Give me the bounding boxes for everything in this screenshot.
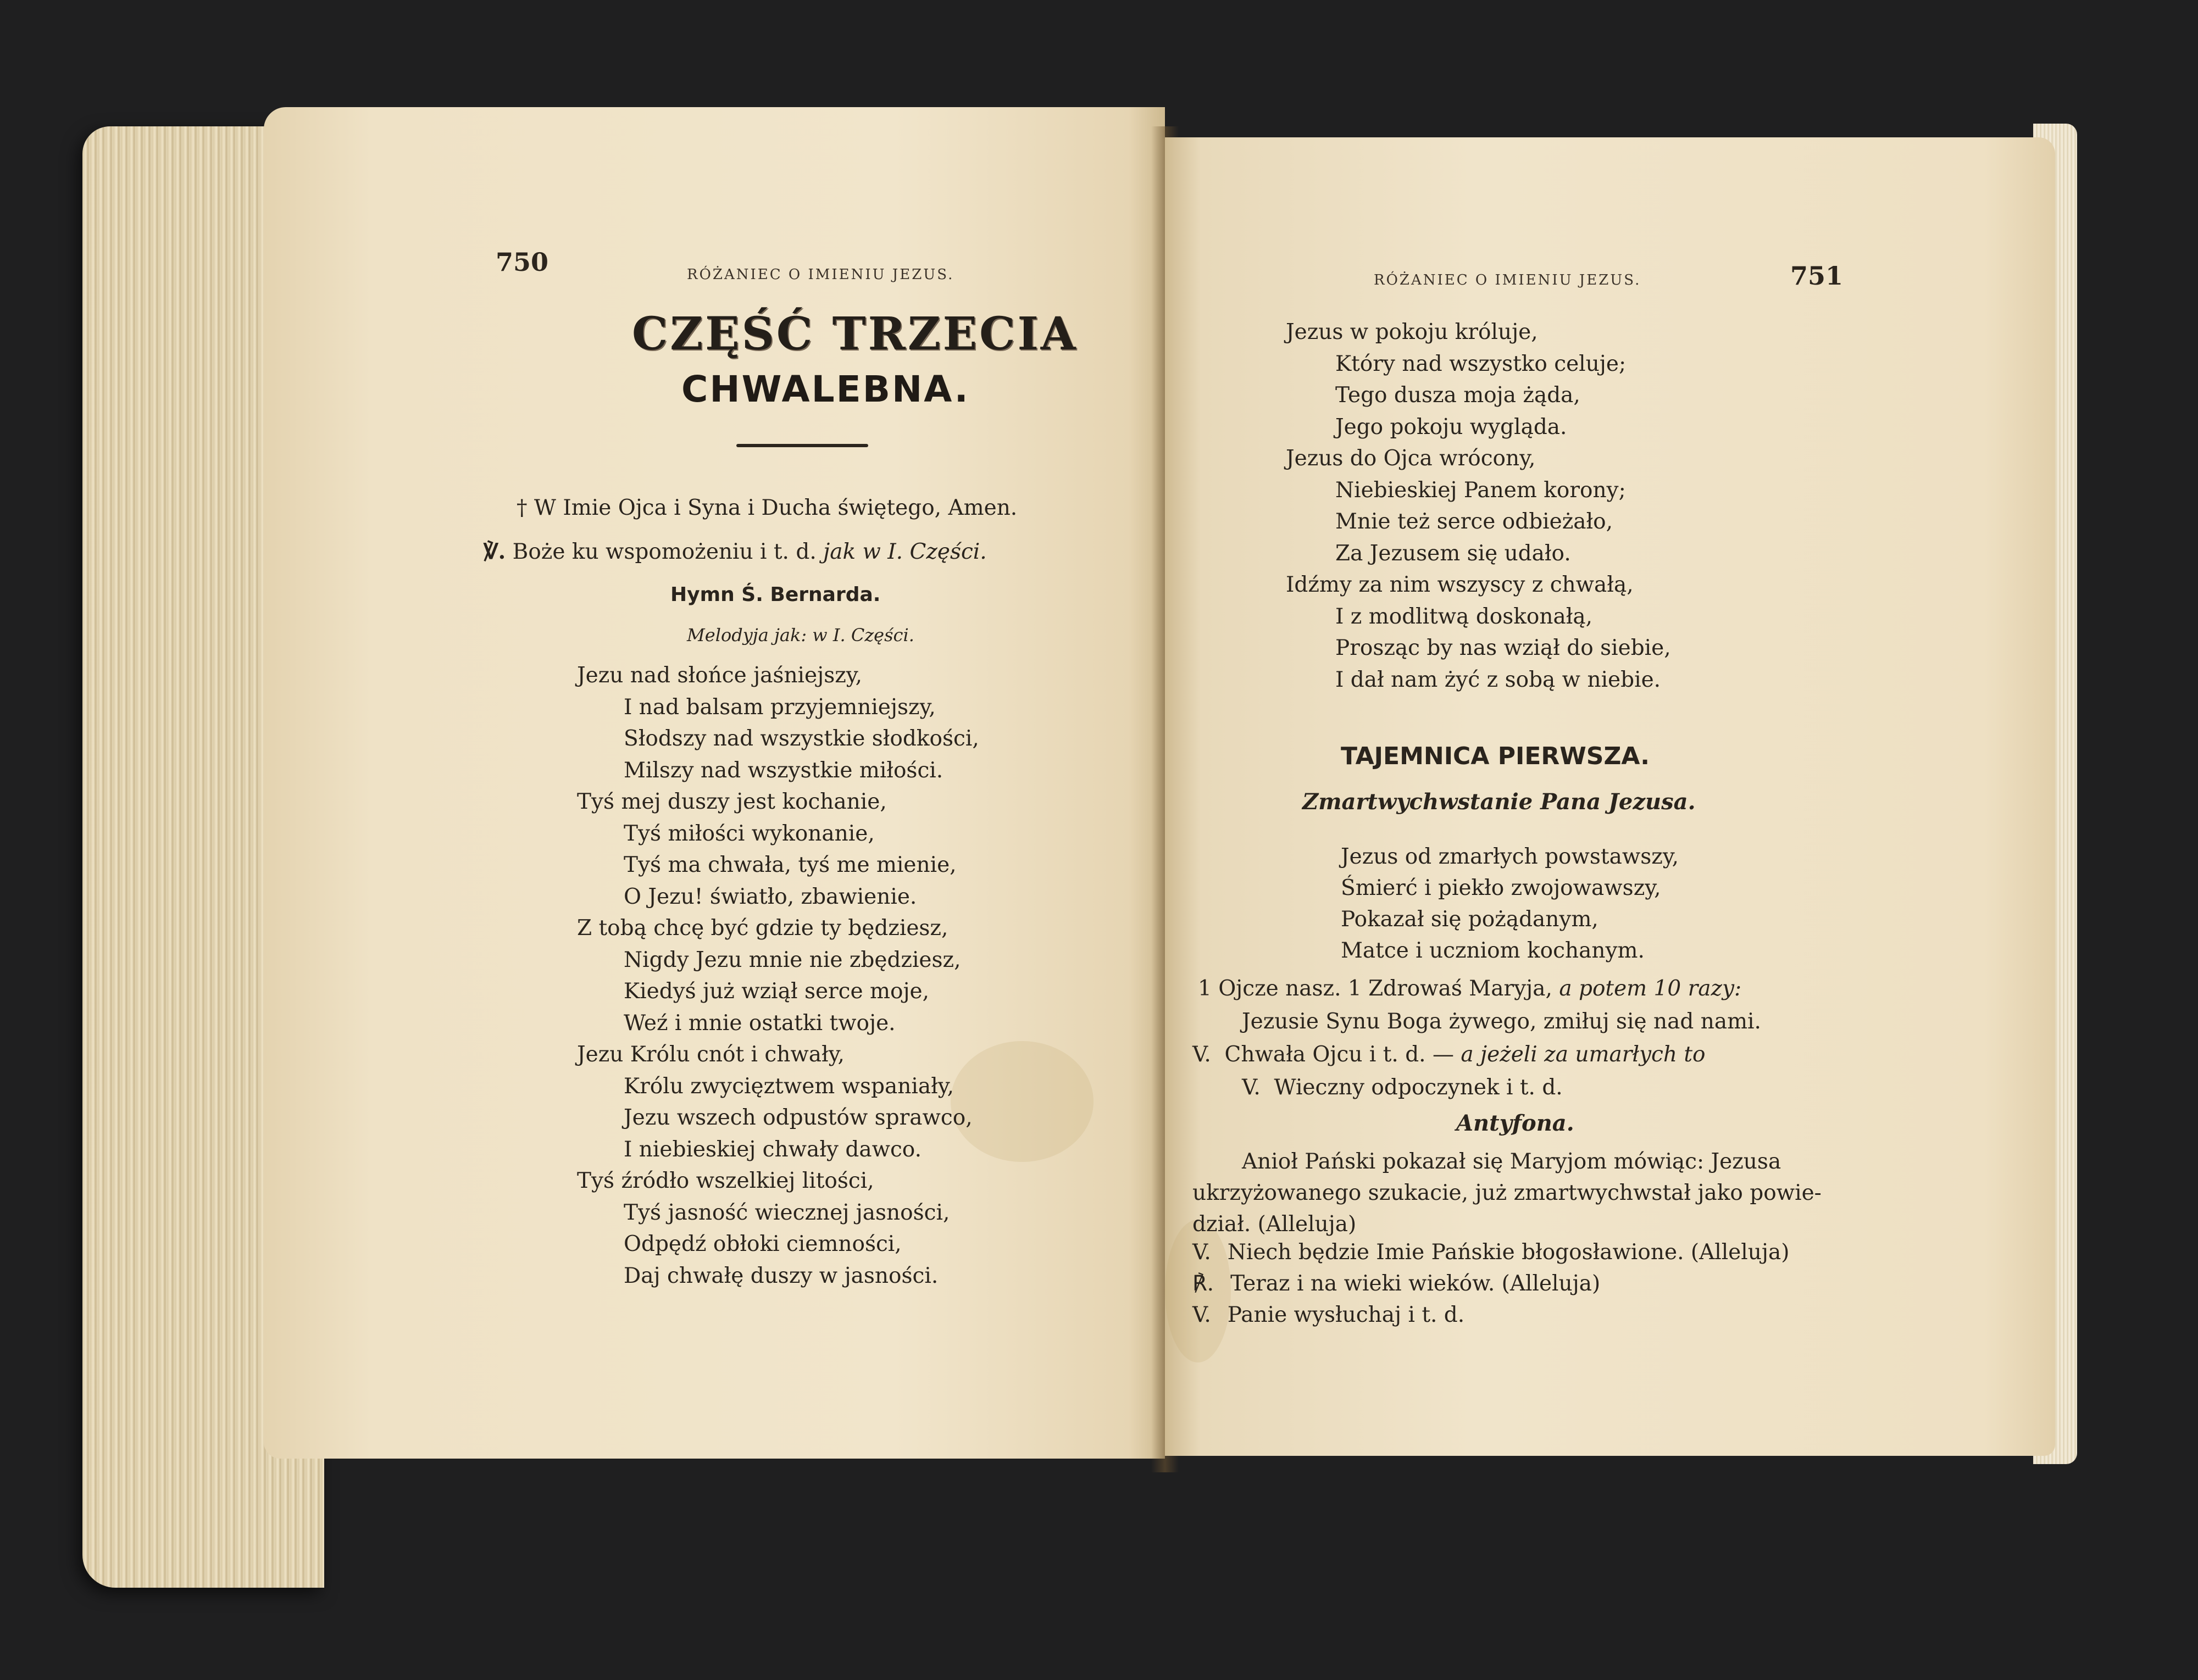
hymn-line: Królu zwycięztwem wspaniały, xyxy=(624,1073,954,1099)
response-sign: V. xyxy=(1192,1240,1211,1265)
hymn-line: Tyś miłości wykonanie, xyxy=(624,821,875,846)
response-text: Niech będzie Imie Pańskie błogosławione. (Alleluja) xyxy=(1227,1240,1790,1265)
running-header: RÓŻANIEC O IMIENIU JEZUS. xyxy=(1374,272,1641,288)
response-sign: V. xyxy=(1192,1303,1211,1327)
versicle-line xyxy=(1192,1044,1706,1065)
hymn-line: I nad balsam przyjemniejszy, xyxy=(624,694,936,720)
response-text: Teraz i na wieki wieków. (Alleluja) xyxy=(1230,1271,1601,1296)
versicle-sign: V. xyxy=(1192,1042,1211,1067)
hymn-line: Mnie też serce odbieżało, xyxy=(1335,509,1613,534)
verse-line: Śmierć i piekło zwojowawszy, xyxy=(1341,876,1661,900)
hymn-line: O Jezu! światło, zbawienie. xyxy=(624,884,917,909)
left-page xyxy=(264,107,1165,1459)
section-title: TAJEMNICA PIERWSZA. xyxy=(1341,742,1650,770)
versicle-sign: ℣. xyxy=(484,539,506,564)
hymn-line: Tyś mej duszy jest kochanie, xyxy=(577,789,887,814)
hymn-line: Jezu nad słońce jaśniejszy, xyxy=(577,663,863,688)
hymn-line: Jego pokoju wygląda. xyxy=(1335,414,1567,440)
hymn-line: Tego dusza moja żąda, xyxy=(1335,383,1580,408)
response-sign: ℟. xyxy=(1192,1271,1214,1296)
right-page xyxy=(1165,137,2055,1456)
hymn-line: Tyś źródło wszelkiej litości, xyxy=(577,1169,874,1193)
antiphon-line: Anioł Pański pokazał się Maryjom mówiąc: Jezusa xyxy=(1242,1149,1781,1174)
hymn-line: Daj chwałę duszy w jasności. xyxy=(624,1263,939,1288)
hymn-line: Który nad wszystko celuje; xyxy=(1335,351,1627,376)
running-header: RÓŻANIEC O IMIENIU JEZUS. xyxy=(687,266,954,283)
melody-note: Melodyja jak: w I. Części. xyxy=(687,625,914,646)
hymn-line: Tyś ma chwała, tyś me mienie, xyxy=(624,853,957,877)
hymn-line: Za Jezusem się udało. xyxy=(1335,541,1571,566)
hymn-line: Milszy nad wszystkie miłości. xyxy=(624,758,943,783)
verse-line: Jezus od zmarłych powstawszy, xyxy=(1341,844,1679,869)
versicle-line xyxy=(484,541,987,563)
versicle-text: Chwała Ojcu i t. d. — xyxy=(1224,1042,1454,1067)
section-title-gothic: CZĘŚĆ TRZECIA xyxy=(632,308,1078,360)
hymn-line: Z tobą chcę być gdzie ty będziesz, xyxy=(577,916,948,941)
hymn-line: Weź i mnie ostatki twoje. xyxy=(624,1010,896,1036)
hymn-line: Jezus do Ojca wrócony, xyxy=(1286,446,1536,471)
antiphon-line: dział. (Alleluja) xyxy=(1192,1212,1357,1237)
response-line xyxy=(1192,1304,1464,1326)
response-text: Panie wysłuchaj i t. d. xyxy=(1227,1303,1465,1327)
hymn-line: Słodszy nad wszystkie słodkości, xyxy=(624,726,979,751)
invocation-line: † W Imie Ojca i Syna i Ducha świętego, Amen. xyxy=(517,496,1018,520)
title-rule xyxy=(736,444,868,447)
versicle-line xyxy=(1242,1077,1563,1098)
verse-line: Matce i uczniom kochanym. xyxy=(1341,938,1645,963)
versicle-sign: V. xyxy=(1242,1075,1261,1100)
versicle-text: Wieczny odpoczynek i t. d. xyxy=(1274,1075,1563,1100)
hymn-line: Prosząc by nas wziął do siebie, xyxy=(1335,636,1671,660)
invocation-line: Jezusie Synu Boga żywego, zmiłuj się nad nami. xyxy=(1242,1009,1761,1034)
verse-line: Pokazał się pożądanym, xyxy=(1341,907,1598,932)
page-stain xyxy=(951,1041,1094,1162)
hymn-title: Hymn Ś. Bernarda. xyxy=(670,583,881,606)
hymn-line: I niebieskiej chwały dawco. xyxy=(624,1137,922,1162)
hymn-line: Jezus w pokoju króluje, xyxy=(1286,320,1538,344)
instruction-text: 1 Ojcze nasz. 1 Zdrowaś Maryja, xyxy=(1198,976,1552,1001)
antiphon-title: Antyfona. xyxy=(1456,1110,1574,1136)
instruction-line xyxy=(1198,978,1741,999)
hymn-line: I dał nam żyć z sobą w niebie. xyxy=(1335,667,1661,692)
versicle-italic: a jeżeli za umarłych to xyxy=(1461,1042,1706,1067)
hymn-line: Kiedyś już wziął serce moje, xyxy=(624,979,930,1004)
hymn-line: Jezu Królu cnót i chwały, xyxy=(577,1042,845,1067)
antiphon-line: ukrzyżowanego szukacie, już zmartwychwstał jako powie- xyxy=(1192,1181,1822,1205)
page-number: 751 xyxy=(1790,261,1844,291)
hymn-line: Idźmy za nim wszyscy z chwałą, xyxy=(1286,572,1634,597)
hymn-line: Jezu wszech odpustów sprawco, xyxy=(624,1105,973,1130)
hymn-line: Niebieskiej Panem korony; xyxy=(1335,477,1626,503)
response-line xyxy=(1192,1273,1600,1294)
hymn-line: Nigdy Jezu mnie nie zbędziesz, xyxy=(624,947,961,972)
versicle-ref: jak w I. Części. xyxy=(823,539,987,564)
section-title-main: CHWALEBNA. xyxy=(681,368,970,410)
instruction-italic: a potem 10 razy: xyxy=(1559,976,1742,1001)
section-subtitle: Zmartwychwstanie Pana Jezusa. xyxy=(1302,789,1696,815)
versicle-text: Boże ku wspomożeniu i t. d. xyxy=(512,539,817,564)
response-line xyxy=(1192,1242,1789,1263)
hymn-line: I z modlitwą doskonałą, xyxy=(1335,604,1593,629)
hymn-line: Odpędź obłoki ciemności, xyxy=(624,1232,902,1256)
page-number: 750 xyxy=(496,247,549,277)
hymn-line: Tyś jasność wiecznej jasności, xyxy=(624,1200,950,1225)
